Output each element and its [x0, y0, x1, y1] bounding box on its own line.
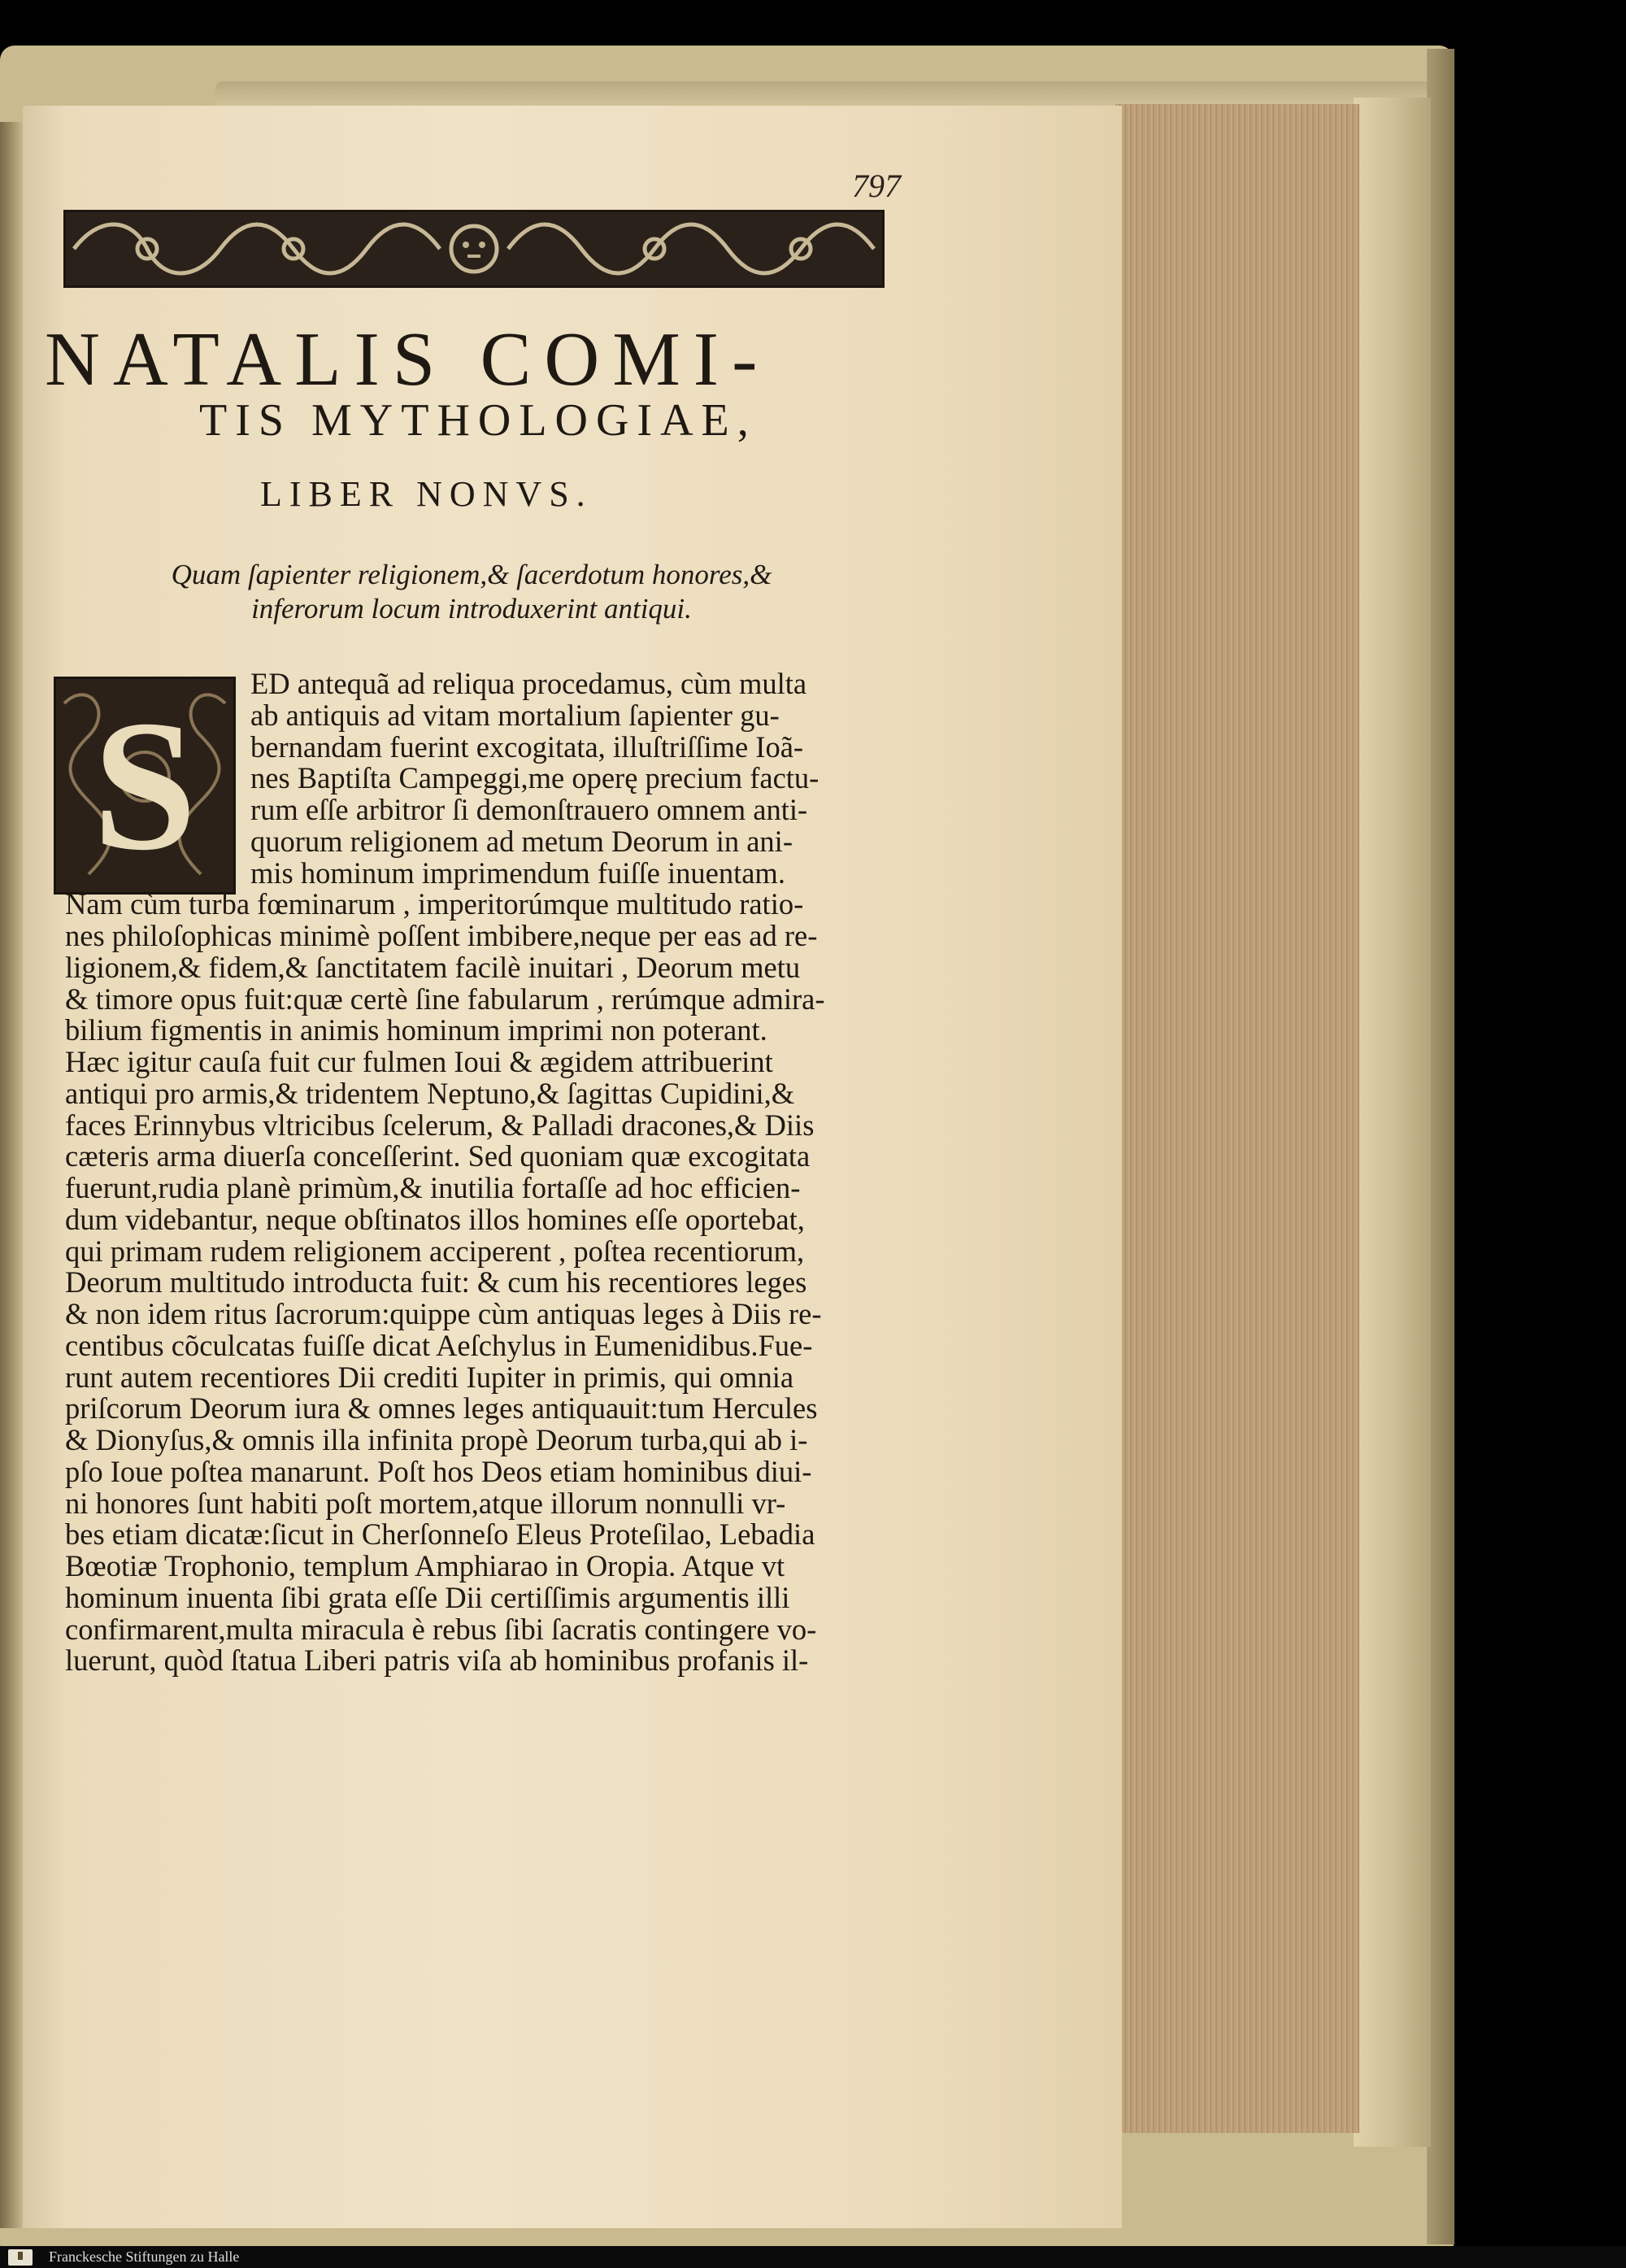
- text-line: priſcorum Deorum iura & omnes leges antiquauit:tum Hercules: [65, 1391, 818, 1426]
- text-line: ED antequã ad reliqua procedamus, cùm multa: [250, 667, 807, 700]
- text-line: nes philoſophicas minimè poſſent imbibere,neque per eas ad re-: [65, 919, 818, 952]
- ornamental-headpiece: [63, 210, 885, 288]
- viewer-footer: [0, 2246, 1626, 2268]
- text-line: centibus cõculcatas fuiſſe dicat Aeſchylus in Eumenidibus.Fue-: [65, 1328, 813, 1362]
- footer-credit: Franckesche Stiftungen zu Halle: [49, 2248, 240, 2265]
- text-line: runt autem recentiores Dii crediti Iupiter in primis, qui omnia: [65, 1360, 794, 1394]
- text-line: & Dionyſus,& omnis illa infinita propè Deorum turba,qui ab i-: [65, 1423, 808, 1456]
- text-line: Deorum multitudo introducta fuit: & cum his recentiores leges: [65, 1265, 807, 1299]
- page-number: 797: [852, 168, 901, 204]
- body-text: [65, 668, 943, 1677]
- fore-edge-shadow: [1354, 98, 1431, 2147]
- subtitle-line-2: inferorum locum introduxerint antiqui.: [251, 593, 692, 625]
- text-line: Bœotiæ Trophonio, templum Amphiarao in Oropia. Atque vt: [65, 1549, 785, 1582]
- text-line: bes etiam dicatæ:ſicut in Cherſonneſo Eleus Proteſilao, Lebadia: [65, 1517, 815, 1552]
- text-line: cæteris arma diuerſa conceſſerint. Sed quoniam quæ excogitata: [65, 1139, 811, 1173]
- text-line: nes Baptiſta Campeggi,me operę precium factu-: [250, 761, 820, 795]
- title-line-1: NATALIS COMI-: [45, 317, 771, 402]
- text-line: & non idem ritus ſacrorum:quippe cùm antiquas leges à Diis re-: [65, 1297, 822, 1330]
- text-line: & timore opus fuit:quæ certè ſine fabularum , rerúmque admira-: [65, 982, 825, 1016]
- text-line: qui primam rudem religionem acciperent , poſtea recentiorum,: [65, 1234, 805, 1268]
- text-line: pſo Ioue poſtea manarunt. Poſt hos Deos etiam hominibus diui-: [65, 1454, 812, 1488]
- left-page-edge: [0, 122, 24, 2228]
- text-line: bernandam fuerint excogitata, illuſtriſſime Ioã-: [250, 729, 804, 764]
- text-line: ligionem,& fidem,& ſanctitatem facilè inuitari , Deorum metu: [65, 950, 801, 984]
- subtitle-line-1: Quam ſapienter religionem,& ſacerdotum honores,&: [171, 559, 772, 590]
- title-line-2: TIS MYTHOLOGIAE,: [199, 395, 757, 446]
- text-line: Nam cùm turba fœminarum , imperitorúmque multitudo ratio-: [65, 887, 804, 921]
- fore-edge-leaves: [1115, 104, 1359, 2133]
- text-line: dum videbantur, neque obſtinatos illos homines eſſe oportebat,: [65, 1202, 805, 1236]
- drop-cap-letter: S: [93, 681, 197, 889]
- text-line: antiqui pro armis,& tridentem Neptuno,& ſagittas Cupidini,&: [65, 1076, 795, 1110]
- text-line: ab antiquis ad vitam mortalium ſapienter gu-: [250, 698, 780, 732]
- cover-right-edge: [1427, 49, 1454, 2244]
- text-line: quorum religionem ad metum Deorum in ani-: [250, 824, 793, 858]
- text-line: faces Erinnybus vltricibus ſcelerum, & Palladi dracones,& Diis: [65, 1108, 815, 1142]
- chapter-subtitle: [122, 558, 821, 626]
- text-line: Hæc igitur cauſa fuit cur fulmen Ioui & ægidem attribuerint: [65, 1045, 773, 1078]
- text-line: ni honores ſunt habiti poſt mortem,atque illorum nonnulli vr-: [65, 1486, 786, 1520]
- institution-logo-icon: [8, 2249, 33, 2266]
- text-line: mis hominum imprimendum fuiſſe inuentam.: [250, 855, 785, 890]
- text-line: hominum inuenta ſibi grata eſſe Dii certiſſimis argumentis illi: [65, 1580, 790, 1614]
- text-line: bilium figmentis in animis hominum imprimi non poterant.: [65, 1013, 767, 1047]
- title-line-3: LIBER NONVS.: [260, 474, 593, 514]
- text-line: rum eſſe arbitror ſi demonſtrauero omnem anti-: [250, 793, 808, 826]
- text-line: confirmarent,multa miracula è rebus ſibi ſacratis contingere vo-: [65, 1612, 817, 1646]
- text-line: luerunt, quòd ſtatua Liberi patris viſa ab hominibus profanis il-: [65, 1643, 809, 1678]
- text-line: fuerunt,rudia planè primùm,& inutilia fortaſſe ad hoc efficien-: [65, 1171, 801, 1204]
